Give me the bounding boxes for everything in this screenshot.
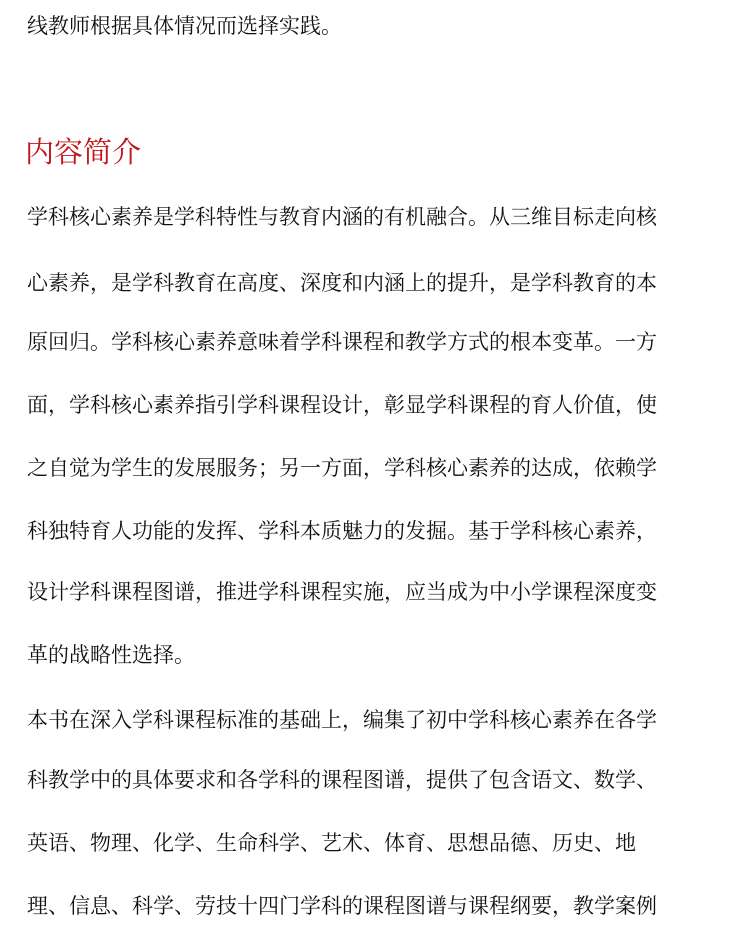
- paragraph-line-7: 设计学科课程图谱，推进学科课程实施，应当成为中小学课程深度变: [27, 580, 657, 604]
- paragraph-line-1: 学科核心素养是学科特性与教育内涵的有机融合。从三维目标走向核: [27, 205, 657, 229]
- paragraph-line-9: 本书在深入学科课程标准的基础上，编集了初中学科核心素养在各学: [27, 708, 657, 732]
- paragraph-line-11: 英语、物理、化学、生命科学、艺术、体育、思想品德、历史、地: [27, 831, 636, 855]
- paragraph-line-4: 面，学科核心素养指引学科课程设计，彰显学科课程的育人价值，使: [27, 393, 657, 417]
- paragraph-line-5: 之自觉为学生的发展服务；另一方面，学科核心素养的达成，依赖学: [27, 456, 657, 480]
- paragraph-line-6: 科独特育人功能的发挥、学科本质魅力的发掘。基于学科核心素养，: [27, 519, 657, 543]
- paragraph-line-10: 科教学中的具体要求和各学科的课程图谱，提供了包含语文、数学、: [27, 768, 657, 792]
- section-heading: 内容简介: [25, 135, 142, 169]
- preceding-text-line: 线教师根据具体情况而选择实践。: [27, 14, 342, 38]
- paragraph-line-12: 理、信息、科学、劳技十四门学科的课程图谱与课程纲要，教学案例: [27, 894, 657, 918]
- paragraph-line-2: 心素养，是学科教育在高度、深度和内涵上的提升，是学科教育的本: [27, 271, 657, 295]
- paragraph-line-8: 革的战略性选择。: [27, 643, 195, 667]
- paragraph-line-3: 原回归。学科核心素养意味着学科课程和教学方式的根本变革。一方: [27, 330, 657, 354]
